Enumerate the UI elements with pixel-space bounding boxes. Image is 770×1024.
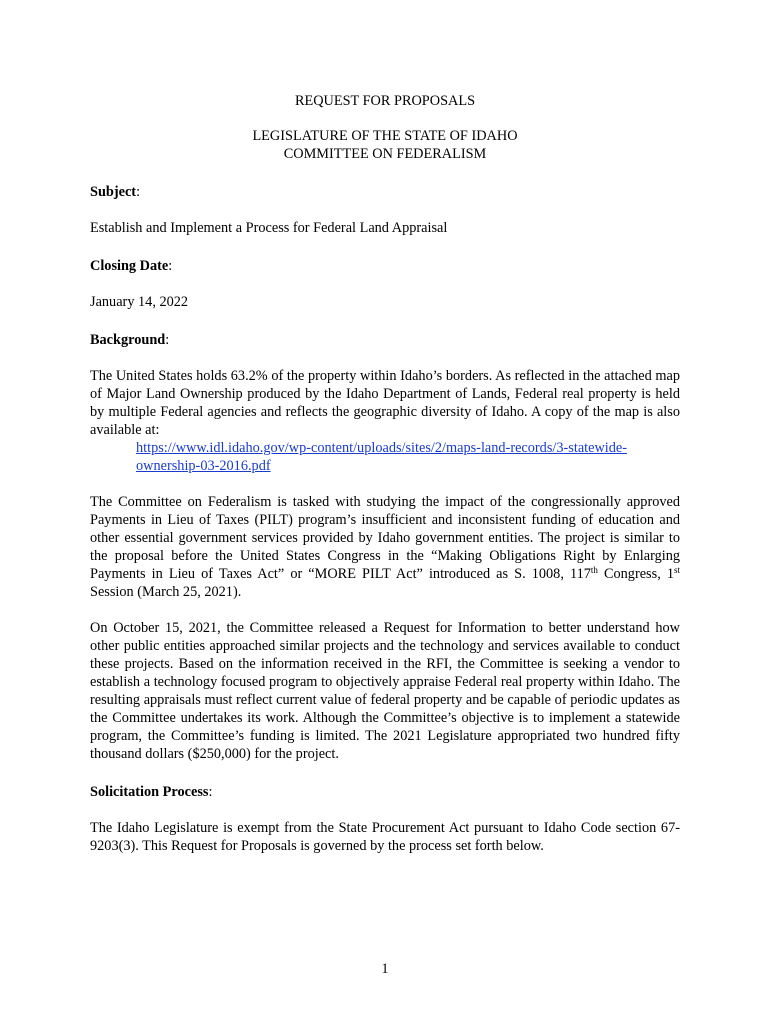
background-paragraph-2-main: The Committee on Federalism is tasked with studying the impact of the congressionally approved Payments in Lieu of Taxes (PILT) program’s insufficient and inconsistent funding of education and other essential government services provided by Idaho government entities. The project is similar to the proposal before the United States Congress in the “Making Obligations Right by Enlarging Payments in Lieu of Taxes Act” or “MORE PILT Act” introduced as S. 1008, 117 xyxy=(90,494,680,582)
solicitation-heading xyxy=(90,783,680,801)
background-paragraph-3: On October 15, 2021, the Committee released a Request for Information to better understand how other public entities approached similar projects and the technology and services available to conduct these projects. Based on the information received in the RFI, the Committee is seeking a vendor to establish a technology focused program to objectively appraise Federal real property within Idaho. The resulting appraisals must reflect current value of federal property and be capable of periodic updates as the Committee undertakes its work. Although the Committee’s objective is to implement a statewide program, the Committee’s funding is limited. The 2021 Legislature appropriated two hundred fifty thousand dollars ($250,000) for the project. xyxy=(90,620,680,762)
background-heading-colon: : xyxy=(165,332,170,348)
background-heading-label: Background xyxy=(90,332,166,348)
background-heading xyxy=(90,331,680,349)
closing-date-text: January 14, 2022 xyxy=(90,294,189,310)
background-paragraph-1-text: The United States holds 63.2% of the property within Idaho’s borders. As reflected in the attached map of Major Land Ownership produced by the Idaho Department of Lands, Federal real property is held by multiple Federal agencies and reflects the geographic diversity of Idaho. A copy of the map is also available at: xyxy=(90,368,680,438)
map-link-line-2[interactable]: ownership-03-2016.pdf xyxy=(136,458,271,474)
page-number: 1 xyxy=(381,961,389,977)
map-link-line-1[interactable]: https://www.idl.idaho.gov/wp-content/uploads/sites/2/maps-land-records/3-statewide- xyxy=(136,440,628,456)
superscript-st: st xyxy=(673,565,680,575)
subject-heading xyxy=(90,183,680,201)
org-line-legislature: LEGISLATURE OF THE STATE OF IDAHO xyxy=(252,128,518,144)
closing-date-heading-label: Closing Date xyxy=(90,258,169,274)
superscript-th: th xyxy=(590,565,598,575)
solicitation-heading-colon: : xyxy=(208,784,213,800)
solicitation-heading-label: Solicitation Process xyxy=(90,784,209,800)
background-paragraph-2 xyxy=(90,493,680,601)
organization-header xyxy=(90,127,680,163)
solicitation-text: The Idaho Legislature is exempt from the State Procurement Act pursuant to Idaho Code section 67-9203(3). This Request for Proposals is governed by the process set forth below. xyxy=(90,820,680,854)
document-title: REQUEST FOR PROPOSALS xyxy=(294,93,476,109)
closing-date-heading-colon: : xyxy=(168,258,173,274)
subject-heading-label: Subject xyxy=(90,184,137,200)
document-page xyxy=(90,92,680,855)
background-paragraph-2-mid: Congress, 1 xyxy=(597,566,674,582)
org-line-committee: COMMITTEE ON FEDERALISM xyxy=(283,146,487,162)
map-link-block xyxy=(136,439,680,475)
background-paragraph-2-end: Session (March 25, 2021). xyxy=(90,584,242,600)
background-paragraph-1 xyxy=(90,367,680,475)
subject-text: Establish and Implement a Process for Federal Land Appraisal xyxy=(90,220,448,236)
subject-heading-colon: : xyxy=(136,184,141,200)
closing-date-heading xyxy=(90,257,680,275)
